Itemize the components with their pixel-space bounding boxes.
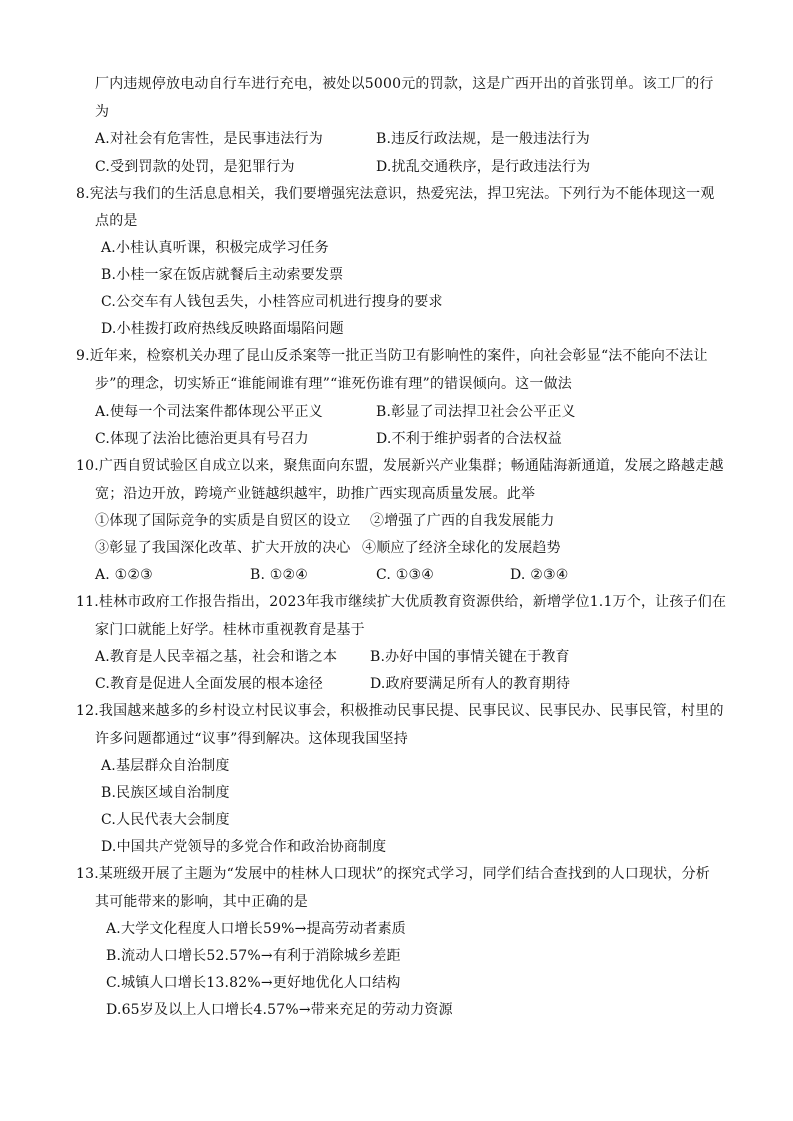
- q7-stem-line-2: 为: [95, 104, 110, 120]
- q8-option-a[interactable]: A.小桂认真听课，积极完成学习任务: [101, 240, 329, 256]
- q8-option-c[interactable]: C.公交车有人钱包丢失，小桂答应司机进行搜身的要求: [101, 294, 443, 310]
- q12-stem-line-2: 许多问题都通过“议事”得到解决。这体现我国坚持: [95, 731, 408, 747]
- q11-option-d[interactable]: D.政府要满足所有人的教育期待: [370, 676, 571, 692]
- q9-stem-line-1: 9.近年来，检察机关办理了昆山反杀案等一批正当防卫有影响性的案件，向社会彰显“法不能向不法让: [76, 348, 708, 364]
- q10-stem-line-1: 10.广西自贸试验区自成立以来，聚焦面向东盟，发展新兴产业集群；畅通陆海新通道，发展之路越走越: [76, 458, 724, 474]
- q11-stem-line-2: 家门口就能上好学。桂林市重视教育是基于: [95, 622, 365, 638]
- q10-statement-2: ②增强了广西的自我发展能力: [370, 513, 555, 529]
- q7-option-d[interactable]: D.扰乱交通秩序，是行政违法行为: [376, 159, 591, 175]
- q7-stem-line-1: 厂内违规停放电动自行车进行充电，被处以5000元的罚款，这是广西开出的首张罚单。该工厂的行: [95, 76, 714, 92]
- q13-option-c[interactable]: C.城镇人口增长13.82%→更好地优化人口结构: [106, 975, 401, 991]
- q12-option-a[interactable]: A.基层群众自治制度: [101, 758, 230, 774]
- q9-option-a[interactable]: A.使每一个司法案件都体现公平正义: [95, 404, 323, 420]
- q9-option-b[interactable]: B.彰显了司法捍卫社会公平正义: [376, 404, 576, 420]
- q12-option-b[interactable]: B.民族区域自治制度: [101, 785, 230, 801]
- q10-option-d[interactable]: D. ②③④: [510, 567, 569, 583]
- q10-option-c[interactable]: C. ①③④: [376, 567, 434, 583]
- q11-option-c[interactable]: C.教育是促进人全面发展的根本途径: [95, 676, 324, 692]
- q13-stem-line-1: 13.某班级开展了主题为“发展中的桂林人口现状”的探究式学习，同学们结合查找到的人口现状，分析: [76, 866, 710, 882]
- q13-option-a[interactable]: A.大学文化程度人口增长59%→提高劳动者素质: [106, 921, 407, 937]
- q12-stem-line-1: 12.我国越来越多的乡村设立村民议事会，积极推动民事民提、民事民议、民事民办、民事民管，村里的: [76, 703, 724, 719]
- q10-option-b[interactable]: B. ①②④: [250, 567, 309, 583]
- q7-option-c[interactable]: C.受到罚款的处罚，是犯罪行为: [95, 159, 295, 175]
- q13-option-d[interactable]: D.65岁及以上人口增长4.57%→带来充足的劳动力资源: [106, 1002, 453, 1018]
- q8-option-d[interactable]: D.小桂拨打政府热线反映路面塌陷问题: [101, 321, 344, 337]
- q8-stem-line-1: 8.宪法与我们的生活息息相关，我们要增强宪法意识，热爱宪法，捍卫宪法。下列行为不能体现这一观: [76, 186, 715, 202]
- q12-option-c[interactable]: C.人民代表大会制度: [101, 812, 230, 828]
- q12-option-d[interactable]: D.中国共产党领导的多党合作和政治协商制度: [101, 839, 387, 855]
- q10-stem-line-2: 宽；沿边开放，跨境产业链越织越牢，助推广西实现高质量发展。此举: [95, 486, 536, 502]
- q11-stem-line-1: 11.桂林市政府工作报告指出，2023年我市继续扩大优质教育资源供给，新增学位1.1万个，让孩子们在: [76, 594, 727, 610]
- q10-statement-4: ④顺应了经济全球化的发展趋势: [362, 540, 561, 556]
- q10-statement-1: ①体现了国际竞争的实质是自贸区的设立: [95, 513, 351, 529]
- q10-statement-3: ③彰显了我国深化改革、扩大开放的决心: [95, 540, 351, 556]
- q9-option-d[interactable]: D.不利于维护弱者的合法权益: [376, 431, 562, 447]
- q13-option-b[interactable]: B.流动人口增长52.57%→有利于消除城乡差距: [106, 948, 401, 964]
- q10-option-a[interactable]: A. ①②③: [95, 567, 153, 583]
- q11-option-b[interactable]: B.办好中国的事情关键在于教育: [370, 649, 570, 665]
- q9-option-c[interactable]: C.体现了法治比德治更具有号召力: [95, 431, 309, 447]
- q7-option-a[interactable]: A.对社会有危害性，是民事违法行为: [95, 131, 323, 147]
- q8-option-b[interactable]: B.小桂一家在饭店就餐后主动索要发票: [101, 267, 344, 283]
- q13-stem-line-2: 其可能带来的影响，其中正确的是: [95, 894, 308, 910]
- q8-stem-line-2: 点的是: [95, 213, 138, 229]
- q7-option-b[interactable]: B.违反行政法规，是一般违法行为: [376, 131, 590, 147]
- q11-option-a[interactable]: A.教育是人民幸福之基，社会和谐之本: [95, 649, 338, 665]
- q9-stem-line-2: 步”的理念，切实矫正“谁能闹谁有理”“谁死伤谁有理”的错误倾向。这一做法: [95, 376, 572, 392]
